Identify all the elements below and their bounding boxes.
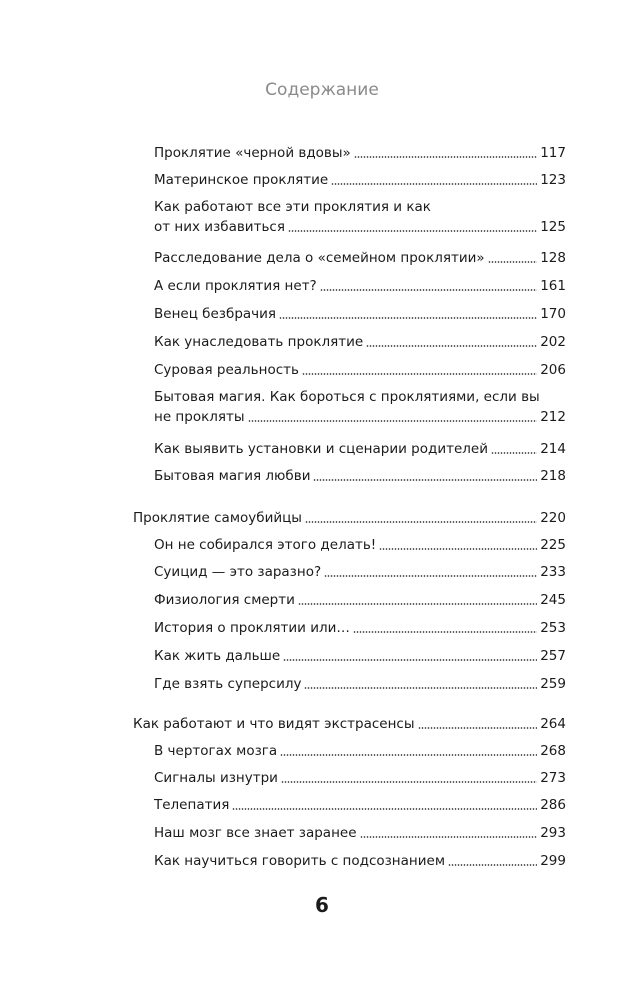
toc-entry-title-line: Как работают все эти проклятия и как [154, 199, 431, 215]
toc-entry-title: Бытовая магия любви [154, 468, 311, 484]
toc-entry [133, 508, 566, 528]
dot-leader [248, 420, 538, 422]
toc-entry [154, 304, 566, 324]
toc-entry-line [154, 439, 566, 459]
toc-entry-page: 293 [540, 825, 566, 841]
toc-entry-line [154, 535, 566, 555]
dot-leader [302, 373, 537, 375]
toc-entry-page: 299 [540, 853, 566, 869]
toc-entry-page: 123 [540, 172, 566, 188]
toc-entry-line [154, 646, 566, 666]
dot-leader [304, 687, 537, 689]
toc-entry [154, 741, 566, 761]
dot-leader [305, 521, 537, 523]
toc-entry-line [154, 618, 566, 638]
toc-entry [154, 170, 566, 190]
toc-entry-title-line: Бытовая магия. Как бороться с проклятиями, если вы [154, 389, 540, 405]
toc-entry [154, 851, 566, 871]
toc-entry-page: 161 [540, 278, 566, 294]
dot-leader [366, 345, 537, 347]
dot-leader [448, 864, 537, 866]
toc-entry-line [133, 508, 566, 528]
toc-entry-title: Как унаследовать проклятие [154, 334, 364, 350]
toc-entry [154, 276, 566, 296]
toc-entry-title: Расследование дела о «семейном проклятии» [154, 250, 485, 266]
toc-entry-page: 170 [540, 306, 566, 322]
toc-entry [154, 197, 566, 237]
toc-entry-line [154, 741, 566, 761]
toc-entry-line [154, 217, 566, 237]
dot-leader [360, 836, 538, 838]
toc-entry-line [154, 851, 566, 871]
toc-entry-title: Физиология смерти [154, 592, 295, 608]
toc-entry-line [154, 248, 566, 268]
toc-entry-page: 218 [540, 468, 566, 484]
toc-entry-line [154, 795, 566, 815]
toc-entry [154, 795, 566, 815]
toc-entry-title: Материнское проклятие [154, 172, 329, 188]
toc-entry [154, 387, 566, 427]
toc-entry-title: не прокляты [154, 409, 245, 425]
page-number: 6 [315, 893, 329, 917]
toc-entry-line [154, 304, 566, 324]
toc-entry [154, 332, 566, 352]
toc-entry-title: История о проклятии или… [154, 620, 350, 636]
toc-entry-page: 253 [540, 620, 566, 636]
dot-leader [324, 575, 537, 577]
page-header: Содержание [265, 80, 379, 100]
toc-entry-title: Где взять суперсилу [154, 676, 302, 692]
toc-entry [154, 439, 566, 459]
toc-entry [154, 823, 566, 843]
toc-entry-page: 117 [540, 145, 566, 161]
toc-entry [154, 674, 566, 694]
dot-leader [283, 659, 537, 661]
toc-entry-line [154, 360, 566, 380]
toc-entry-title: Телепатия [154, 797, 230, 813]
toc-entry-page: 273 [540, 770, 566, 786]
toc-entry-page: 286 [540, 797, 566, 813]
toc-entry-page: 268 [540, 743, 566, 759]
toc-entry-page: 128 [540, 250, 566, 266]
toc-entry-title: Как выявить установки и сценарии родителей [154, 441, 488, 457]
toc-entry-line [154, 276, 566, 296]
toc-entry-page: 125 [540, 219, 566, 235]
toc-entry [154, 618, 566, 638]
dot-leader [281, 781, 537, 783]
dot-leader [298, 603, 537, 605]
toc-entry-page: 206 [540, 362, 566, 378]
dot-leader [488, 261, 538, 263]
toc-entry [154, 360, 566, 380]
toc-entry-page: 257 [540, 648, 566, 664]
toc-entry-page: 259 [540, 676, 566, 692]
dot-leader [232, 808, 537, 810]
toc-entry-page: 233 [540, 564, 566, 580]
toc-entry-line [154, 332, 566, 352]
toc-entry-line [154, 562, 566, 582]
toc-entry [154, 248, 566, 268]
toc-entry-title: Наш мозг все знает заранее [154, 825, 357, 841]
dot-leader [354, 156, 537, 158]
toc-entry-title: Сигналы изнутри [154, 770, 278, 786]
toc-entry-title: А если проклятия нет? [154, 278, 317, 294]
toc-entry [154, 646, 566, 666]
dot-leader [418, 727, 538, 729]
toc-entry-line [154, 170, 566, 190]
toc-entry-title: Он не собирался этого делать! [154, 537, 377, 553]
dot-leader [331, 183, 537, 185]
toc-entry-title: Суицид — это заразно? [154, 564, 322, 580]
toc-entry [154, 466, 566, 486]
toc-entry-line [154, 823, 566, 843]
dot-leader [280, 754, 537, 756]
toc-entry-title: В чертогах мозга [154, 743, 278, 759]
dot-leader [379, 548, 537, 550]
toc-entry-line [154, 590, 566, 610]
toc-entry-line [154, 674, 566, 694]
toc-entry-page: 212 [540, 409, 566, 425]
toc-entry-title: Как жить дальше [154, 648, 281, 664]
toc-entry-line [154, 407, 566, 427]
toc-entry-page: 202 [540, 334, 566, 350]
toc-entry-title: Как научиться говорить с подсознанием [154, 853, 446, 869]
toc-entry-title: Суровая реальность [154, 362, 299, 378]
toc-entry [154, 143, 566, 163]
toc-entry-page: 225 [540, 537, 566, 553]
toc-entry-line [154, 768, 566, 788]
toc-entry [154, 535, 566, 555]
toc-entry-line [154, 466, 566, 486]
toc-entry-title: Проклятие «черной вдовы» [154, 145, 351, 161]
dot-leader [288, 230, 537, 232]
toc-entry-title: Как работают и что видят экстрасенсы [133, 716, 415, 732]
toc-entry-page: 220 [540, 510, 566, 526]
toc-entry-page: 214 [540, 441, 566, 457]
toc-entry-line [133, 714, 566, 734]
toc-entry-page: 264 [540, 716, 566, 732]
toc-entry-page: 245 [540, 592, 566, 608]
toc-entry-title: Венец безбрачия [154, 306, 277, 322]
toc-entry [133, 714, 566, 734]
toc-entry-title: от них избавиться [154, 219, 285, 235]
dot-leader [279, 317, 537, 319]
toc-entry-line [154, 143, 566, 163]
toc-entry [154, 768, 566, 788]
dot-leader [320, 289, 538, 291]
toc-entry-title: Проклятие самоубийцы [133, 510, 302, 526]
dot-leader [353, 631, 537, 633]
toc-entry [154, 590, 566, 610]
dot-leader [313, 479, 537, 481]
dot-leader [491, 452, 537, 454]
toc-entry [154, 562, 566, 582]
